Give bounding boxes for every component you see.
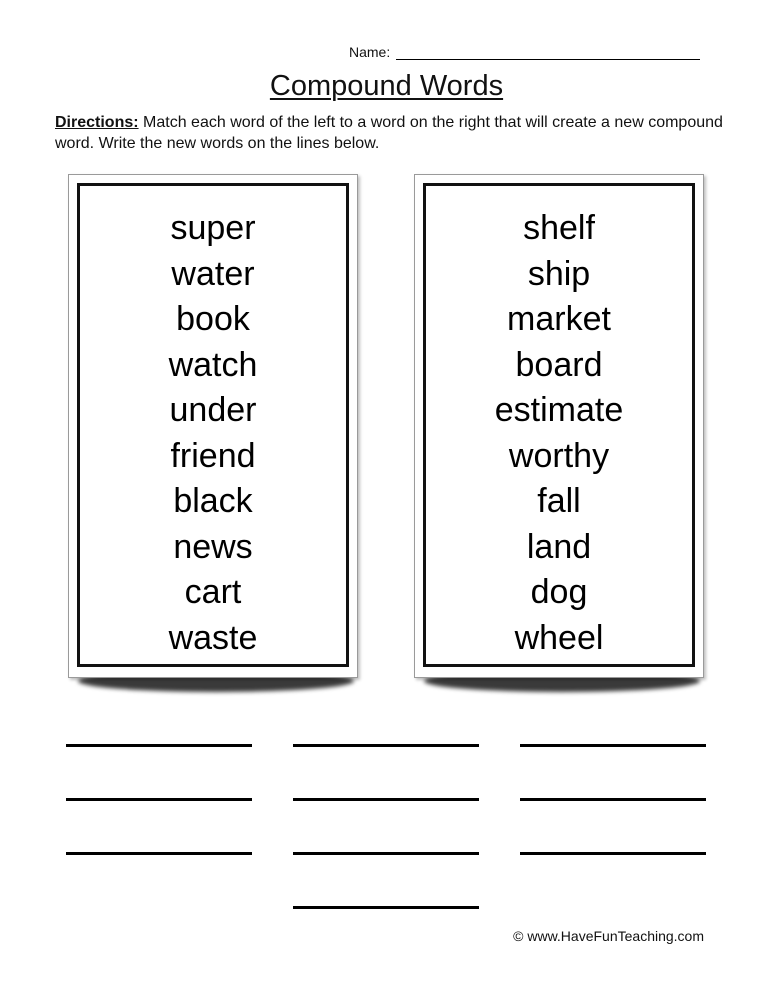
right-word: board xyxy=(515,345,603,384)
left-word: water xyxy=(171,254,255,293)
answer-line[interactable] xyxy=(293,852,479,855)
right-word: land xyxy=(526,527,592,566)
left-word: friend xyxy=(170,436,256,475)
answer-line[interactable] xyxy=(293,906,479,909)
page-title: Compound Words xyxy=(269,70,504,102)
card-border xyxy=(423,183,695,667)
directions-text: Match each word of the left to a word on the right that will create a new compound word. Write the new words on the lines below. xyxy=(55,114,723,152)
answer-line[interactable] xyxy=(293,744,479,747)
directions-label: Directions: xyxy=(55,114,139,131)
right-word: market xyxy=(507,300,611,338)
left-word: book xyxy=(176,300,250,338)
answer-line[interactable] xyxy=(293,798,479,801)
right-word: worthy xyxy=(508,436,610,475)
left-word: watch xyxy=(168,345,258,384)
page-title-wrap xyxy=(0,70,773,103)
answer-line[interactable] xyxy=(66,744,252,747)
name-input-line[interactable] xyxy=(396,45,700,60)
right-word: estimate xyxy=(494,391,624,429)
right-word: fall xyxy=(537,482,581,520)
directions xyxy=(55,112,745,154)
left-word: news xyxy=(173,527,253,566)
copyright-footer: © www.HaveFunTeaching.com xyxy=(513,928,704,944)
right-word: dog xyxy=(530,573,588,611)
name-field-row xyxy=(349,44,700,60)
left-word: cart xyxy=(184,573,242,611)
answer-line[interactable] xyxy=(520,798,706,801)
answer-line[interactable] xyxy=(520,852,706,855)
right-word: shelf xyxy=(523,209,595,247)
answer-line[interactable] xyxy=(520,744,706,747)
left-word: super xyxy=(170,209,256,247)
right-word: wheel xyxy=(514,618,604,657)
left-word: black xyxy=(173,482,253,520)
name-label: Name: xyxy=(349,44,391,60)
left-word: waste xyxy=(168,618,258,657)
right-word-list xyxy=(426,206,692,661)
card-face xyxy=(68,174,358,678)
right-word-card xyxy=(414,174,704,692)
card-border xyxy=(77,183,349,667)
left-word-card xyxy=(68,174,358,692)
left-word: under xyxy=(169,391,257,429)
answer-line[interactable] xyxy=(66,852,252,855)
card-face xyxy=(414,174,704,678)
left-word-list xyxy=(80,206,346,661)
answer-line[interactable] xyxy=(66,798,252,801)
right-word: ship xyxy=(527,254,591,293)
